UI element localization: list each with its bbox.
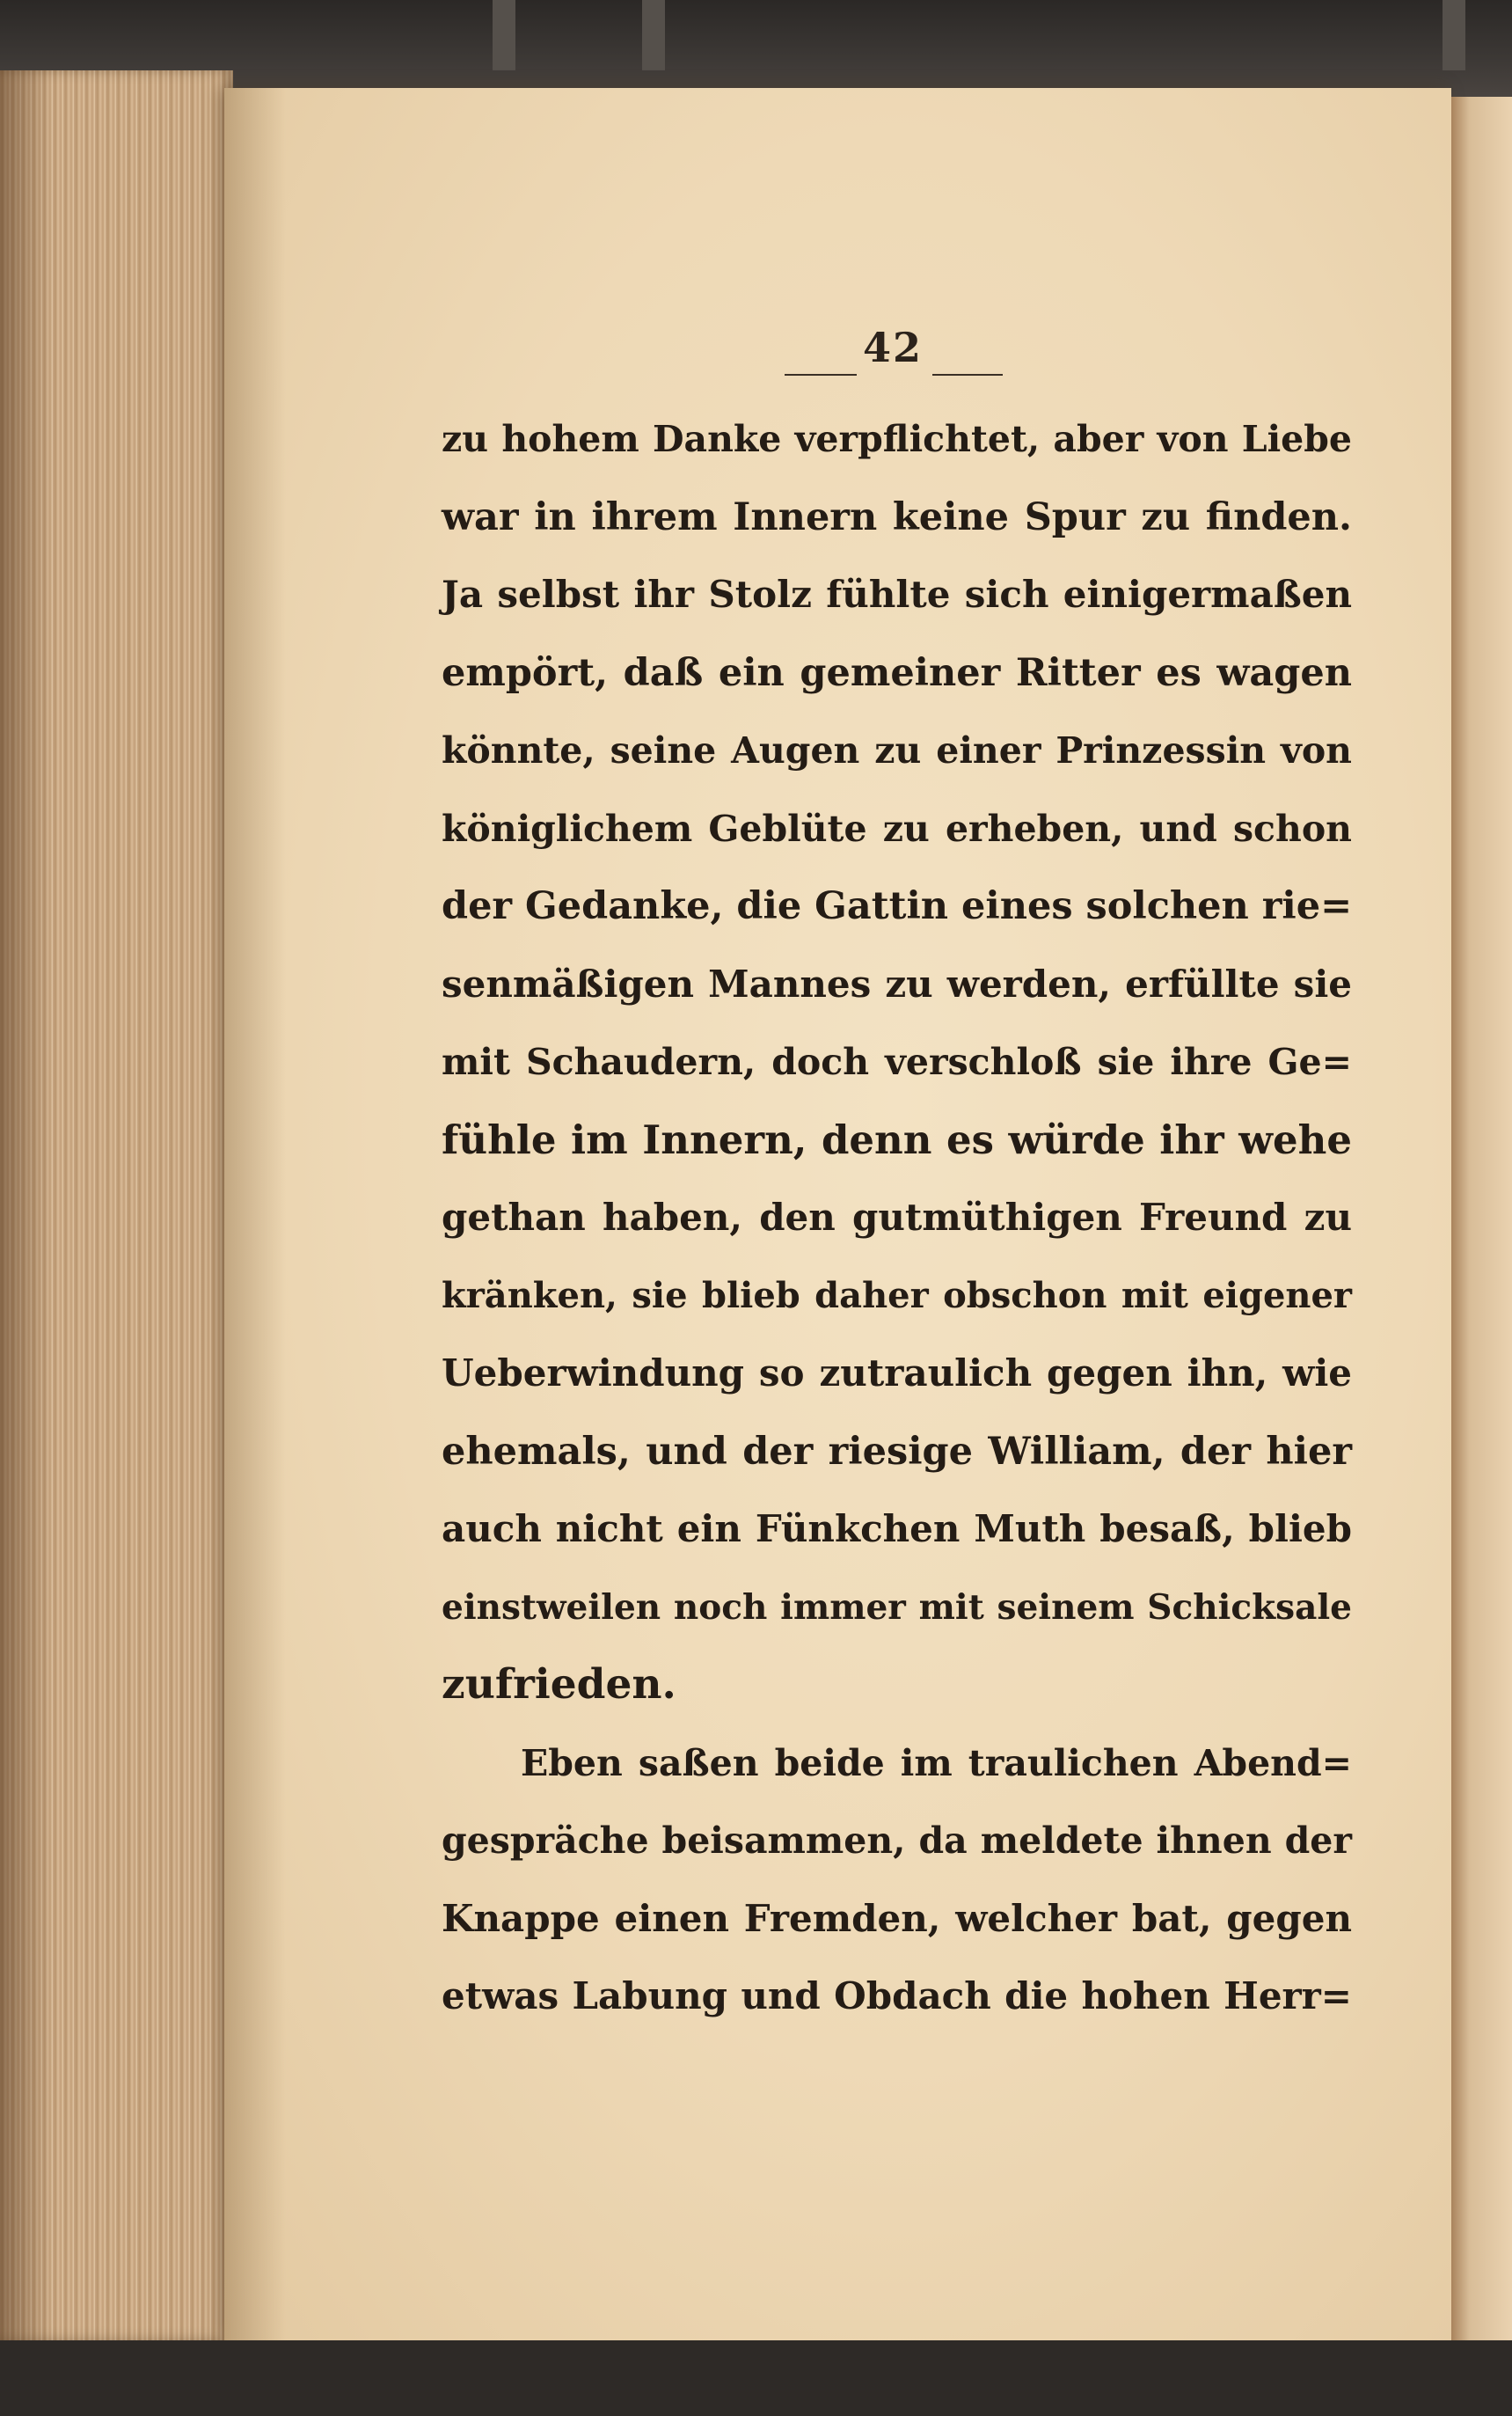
text-line: könnte, seine Augen zu einer Prinzessin von: [442, 729, 1352, 772]
text-line: zu hohem Danke verpflichtet, aber von Liebe: [442, 418, 1352, 460]
page-edges: [0, 70, 233, 2340]
text-line: mit Schaudern, doch verschloß sie ihre Ge=: [442, 1041, 1352, 1083]
text-line: der Gedanke, die Gattin eines solchen rie=: [442, 884, 1353, 928]
text-line: Eben saßen beide im traulichen Abend=: [521, 1741, 1352, 1784]
text-line: empört, daß ein gemeiner Ritter es wagen: [442, 650, 1352, 695]
page-gutter-shadow: [224, 88, 286, 2340]
text-line: gethan haben, den gutmüthigen Freund zu: [442, 1196, 1352, 1239]
text-line: Knappe einen Fremden, welcher bat, gegen: [442, 1896, 1352, 1940]
background-object: [1443, 0, 1465, 70]
body-text: [442, 400, 1352, 2036]
page-number-rule-left: [785, 374, 857, 376]
text-line: auch nicht ein Fünkchen Muth besaß, blieb: [442, 1507, 1352, 1550]
page-number: 42: [862, 324, 923, 371]
text-line: Ueberwindung so zutraulich gegen ihn, wie: [442, 1351, 1352, 1395]
text-line: fühle im Innern, denn es würde ihr wehe: [442, 1116, 1352, 1163]
background-bottom: [0, 2340, 1512, 2416]
text-line: kränken, sie blieb daher obschon mit eigener: [442, 1274, 1352, 1316]
page-edges-shadow: [0, 70, 53, 2340]
facing-page-edge: [1451, 97, 1512, 2349]
background-object: [493, 0, 515, 70]
background-object: [642, 0, 665, 70]
text-line: königlichem Geblüte zu erheben, und schon: [442, 807, 1352, 850]
text-line: zufrieden.: [442, 1660, 676, 1709]
text-line: etwas Labung und Obdach die hohen Herr=: [442, 1974, 1352, 2017]
text-line: senmäßigen Mannes zu werden, erfüllte sie: [442, 962, 1352, 1006]
text-line: war in ihrem Innern keine Spur zu finden.: [442, 494, 1352, 539]
text-line: ehemals, und der riesige William, der hier: [442, 1429, 1352, 1474]
text-line: gespräche beisammen, da meldete ihnen der: [442, 1819, 1352, 1862]
page-number-rule-right: [932, 374, 1003, 376]
text-line: Ja selbst ihr Stolz fühlte sich einigermaßen: [442, 573, 1352, 616]
text-line: einstweilen noch immer mit seinem Schicksale: [442, 1586, 1352, 1628]
